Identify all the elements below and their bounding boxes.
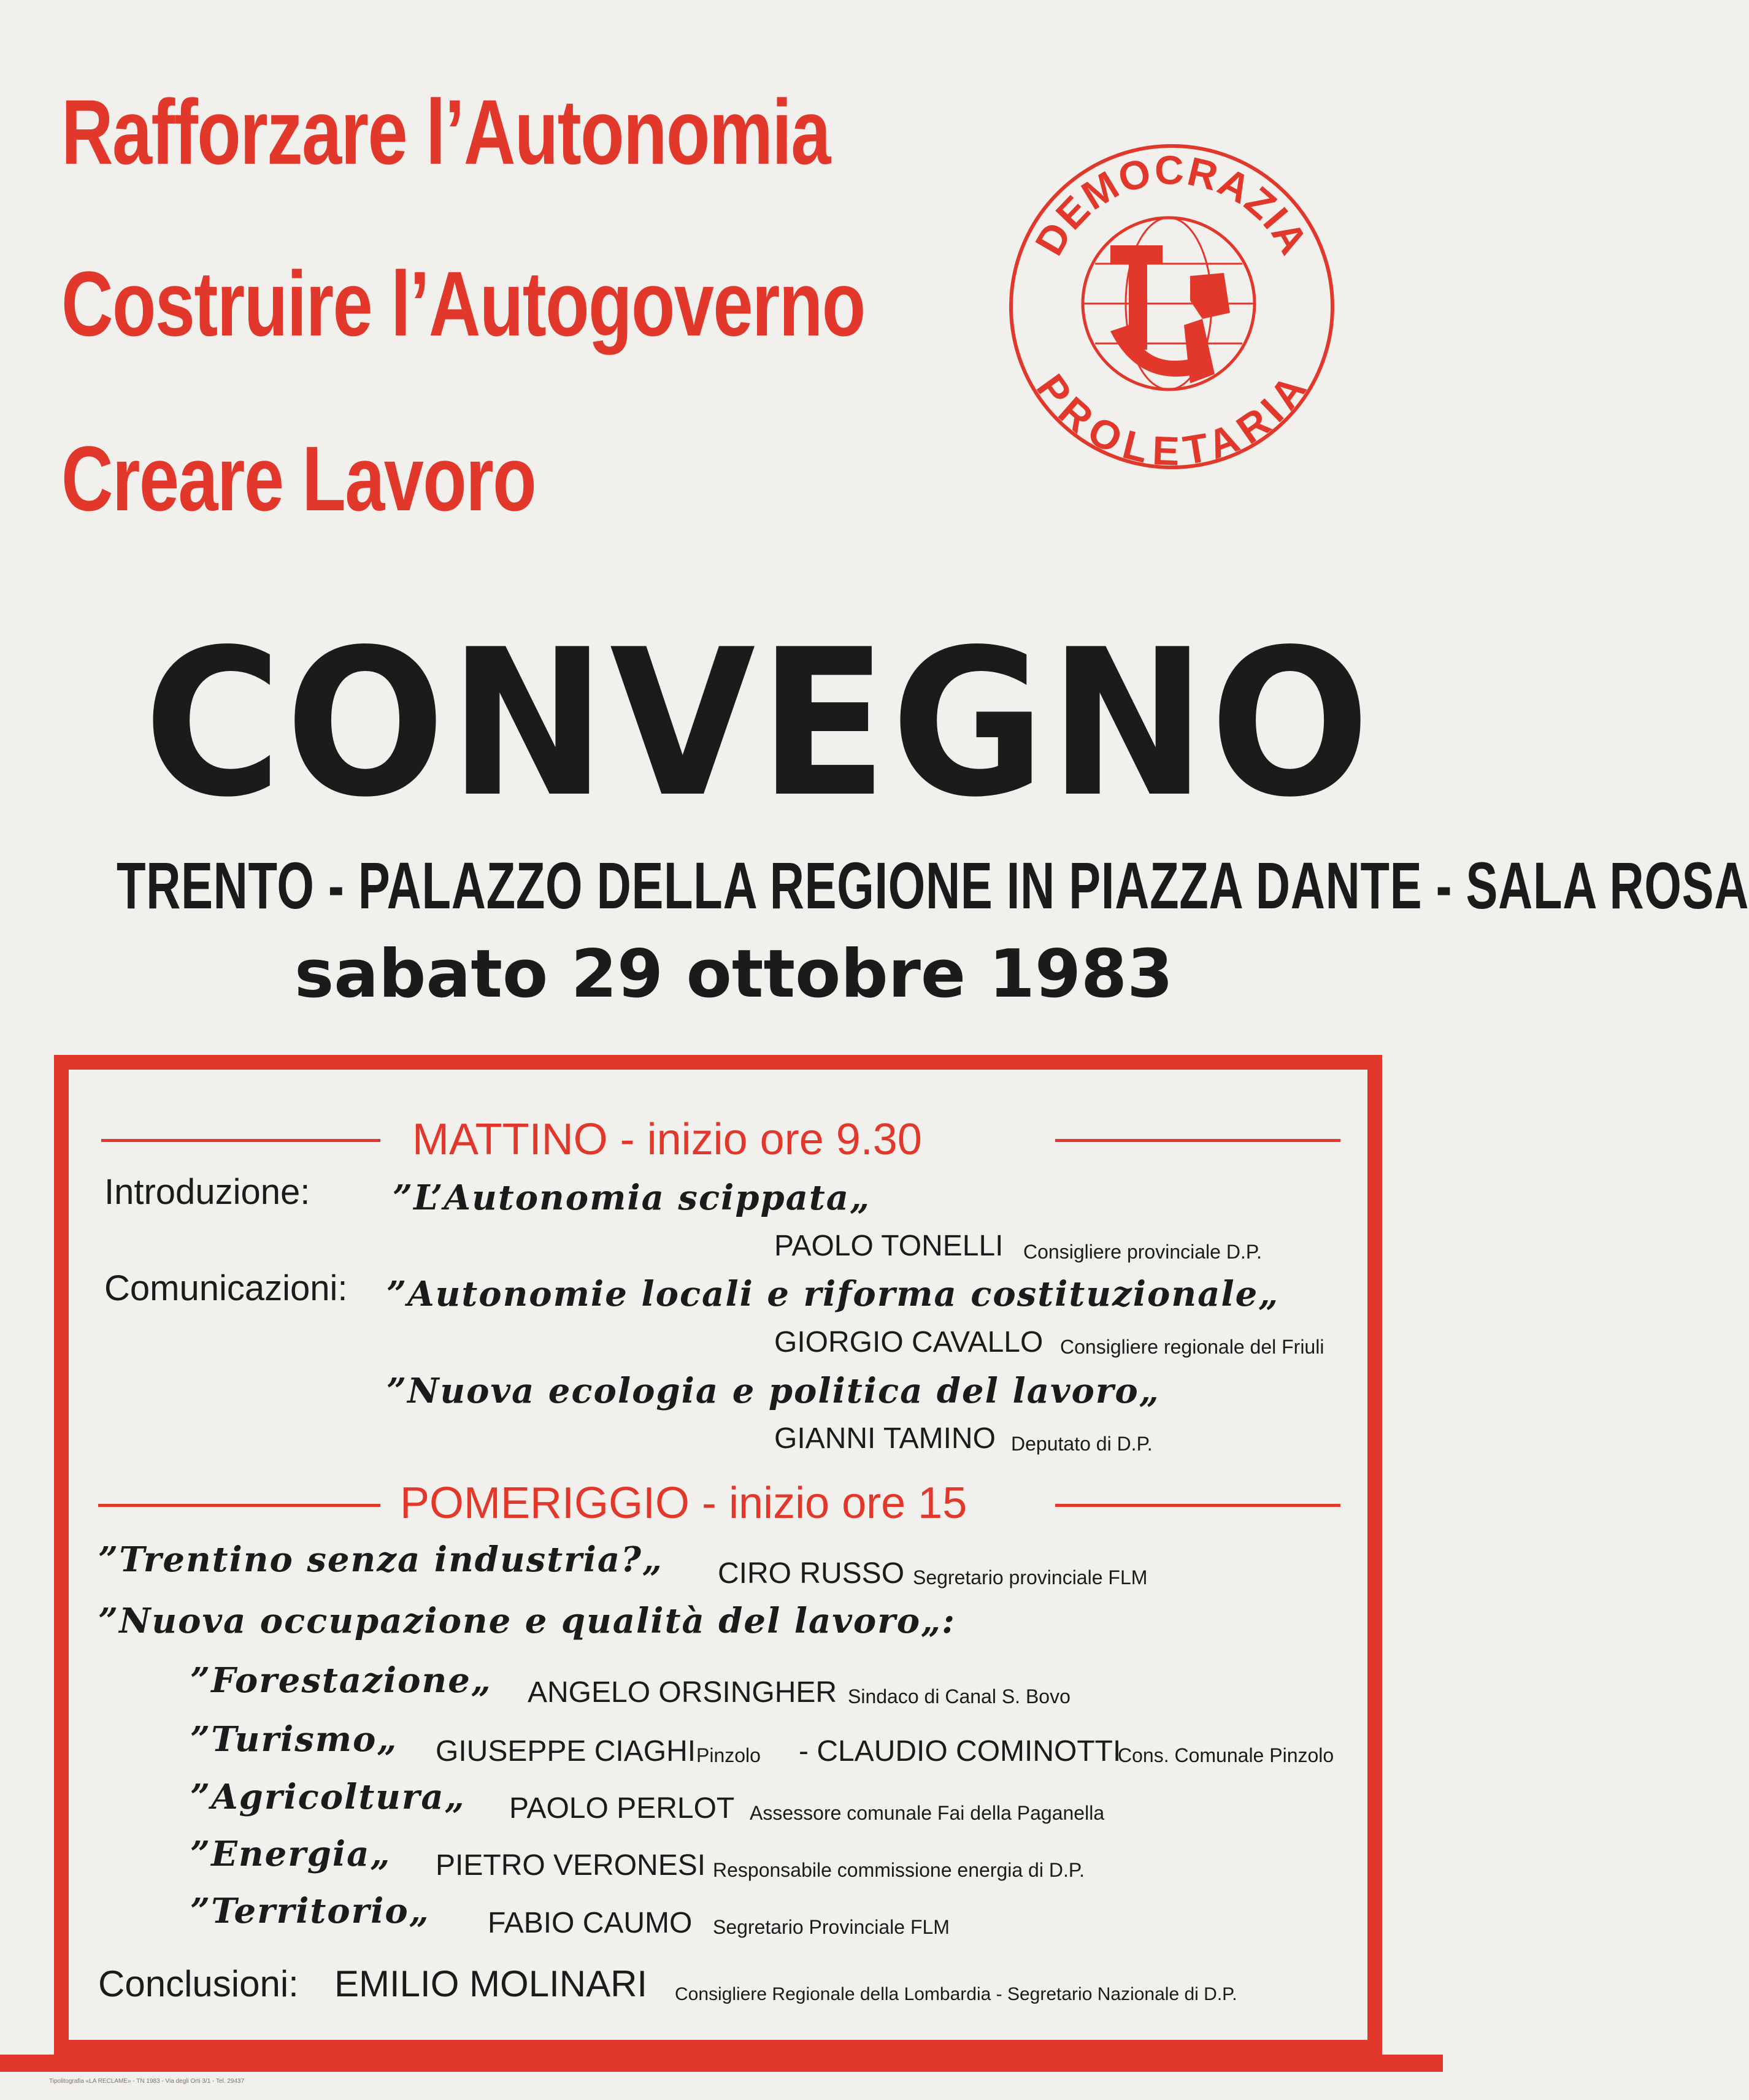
comm1-role: Consigliere regionale del Friuli — [1060, 1336, 1324, 1358]
event-title: CONVEGNO — [144, 606, 1374, 841]
subitem-name: GIUSEPPE CIAGHI — [436, 1735, 696, 1768]
item1-role: Segretario provinciale FLM — [913, 1566, 1148, 1588]
subitem-name: PAOLO PERLOT — [509, 1792, 735, 1825]
subitem-title: ”Agricoltura„ — [190, 1777, 466, 1817]
conclusion-name: EMILIO MOLINARI — [334, 1963, 648, 2004]
subitem-title: ”Energia„ — [190, 1834, 391, 1874]
subitem-name-2: - CLAUDIO COMINOTTI — [799, 1735, 1121, 1768]
comm-label: Comunicazioni: — [104, 1268, 348, 1308]
subitem-role: Responsabile commissione energia di D.P. — [713, 1859, 1085, 1881]
subitem-title: ”Territorio„ — [190, 1891, 430, 1931]
comm2-name: GIANNI TAMINO — [774, 1422, 996, 1455]
subitem-name: ANGELO ORSINGHER — [528, 1676, 837, 1709]
afternoon-heading: POMERIGGIO - inizio ore 15 — [400, 1479, 967, 1528]
intro-label: Introduzione: — [104, 1172, 310, 1212]
subitem-title: ”Turismo„ — [190, 1719, 398, 1760]
logo-text-bottom: PROLETARIA — [1028, 366, 1316, 472]
slogan-2: Costruire l’Autogoverno — [61, 252, 865, 355]
svg-text:DEMOCRAZIA — [1026, 147, 1318, 262]
intro-title: ”L’Autonomia scippata„ — [393, 1178, 871, 1218]
printer-credit: Tipolitografia «LA RECLAME» - TN 1983 - Via degli Orti 3/1 - Tel. 29437 — [49, 2078, 245, 2085]
comm1-title: ”Autonomie locali e riforma costituzionale„ — [386, 1274, 1280, 1314]
globe-hammer-sickle-fist-icon — [1083, 218, 1255, 389]
subitem-role: Pinzolo — [696, 1744, 761, 1766]
conclusion-role: Consigliere Regionale della Lombardia - Segretario Nazionale di D.P. — [675, 1984, 1237, 2004]
rule-right — [1055, 1139, 1340, 1142]
subitem-name: PIETRO VERONESI — [436, 1849, 706, 1882]
item2-title: ”Nuova occupazione e qualità del lavoro„: — [98, 1601, 956, 1641]
intro-role: Consigliere provinciale D.P. — [1023, 1241, 1262, 1263]
democrazia-proletaria-logo — [1006, 141, 1337, 472]
logo-text-top: DEMOCRAZIA — [1026, 147, 1318, 263]
subitem-role: Sindaco di Canal S. Bovo — [848, 1685, 1071, 1707]
item1-name: CIRO RUSSO — [718, 1557, 905, 1590]
rule-left — [98, 1504, 380, 1507]
rule-left — [101, 1139, 380, 1142]
footer-band — [0, 2055, 1443, 2072]
event-place: TRENTO - PALAZZO DELLA REGIONE IN PIAZZA DANTE - SALA ROSA — [117, 848, 1749, 922]
slogan-1: Rafforzare l’Autonomia — [61, 80, 830, 183]
svg-text:PROLETARIA — [1028, 366, 1316, 472]
event-date: sabato 29 ottobre 1983 — [294, 936, 1174, 1013]
item1-title: ”Trentino senza industria?„ — [98, 1539, 664, 1580]
comm2-role: Deputato di D.P. — [1011, 1433, 1153, 1455]
subitem-role-2: Cons. Comunale Pinzolo — [1118, 1744, 1334, 1766]
intro-name: PAOLO TONELLI — [774, 1230, 1004, 1262]
conclusion-label: Conclusioni: — [98, 1963, 299, 2004]
comm2-title: ”Nuova ecologia e politica del lavoro„ — [386, 1371, 1160, 1411]
morning-heading: MATTINO - inizio ore 9.30 — [412, 1115, 922, 1164]
subitem-title: ”Forestazione„ — [190, 1660, 493, 1701]
subitem-name: FABIO CAUMO — [488, 1907, 693, 1939]
comm1-name: GIORGIO CAVALLO — [774, 1326, 1044, 1358]
slogan-3: Creare Lavoro — [61, 427, 536, 530]
rule-right — [1055, 1504, 1340, 1507]
subitem-role: Segretario Provinciale FLM — [713, 1916, 950, 1938]
subitem-role: Assessore comunale Fai della Paganella — [750, 1802, 1105, 1824]
